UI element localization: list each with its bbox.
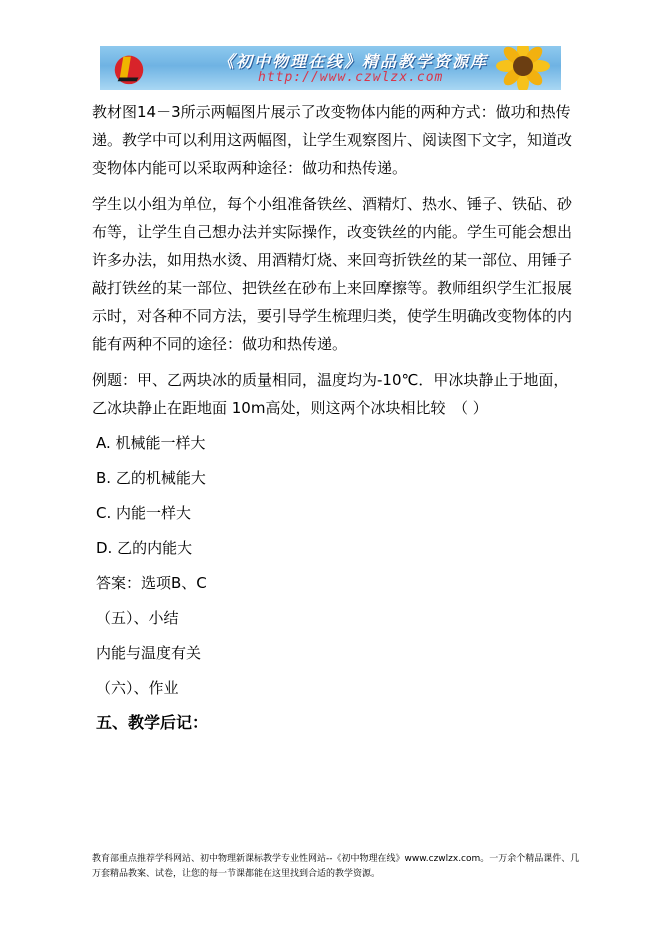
header-banner: [100, 46, 561, 90]
paragraph-activity: 学生以小组为单位，每个小组准备铁丝、酒精灯、热水、锤子、铁砧、砂布等，让学生自己想办法并实际操作，改变铁丝的内能。学生可能会想出许多办法，如用热水烫、用酒精灯烧、来回弯折铁丝的某一部位、用锤子敲打铁丝的某一部位、把铁丝在砂布上来回摩擦等。教师组织学生汇报展示时，对各种不同方法，要引导学生梳理归类，使学生明确改变物体的内能有两种不同的途径：做功和热传递。: [92, 195, 573, 353]
option-b: B. 乙的机械能大: [96, 469, 206, 487]
answer-line: 答案：选项B、C: [96, 574, 207, 592]
teaching-reflection-heading: 五、教学后记：: [96, 713, 209, 732]
site-logo-icon: [110, 49, 148, 87]
option-c: C. 内能一样大: [96, 504, 192, 522]
banner-title: 《初中物理在线》精品教学资源库: [218, 52, 489, 71]
sunflower-icon: [487, 46, 557, 90]
summary-text: 内能与温度有关: [96, 644, 202, 662]
section-summary-heading: （五）、小结: [96, 609, 179, 627]
paragraph-example: 例题：甲、乙两块冰的质量相同，温度均为-10℃．甲冰块静止于地面，乙冰块静止在距地面 10m高处，则这两个冰块相比较 （ ）: [92, 371, 569, 417]
banner-url: http://www.czwlzx.com: [258, 70, 444, 85]
page-footer: 教育部重点推荐学科网站、初中物理新课标教学专业性网站--《初中物理在线》www.czwlzx.com。一万余个精品课件、几万套精品教案、试卷，让您的每一节课都能在这里找到合适的教学资源。: [92, 854, 580, 879]
section-homework-heading: （六）、作业: [96, 679, 179, 697]
option-d: D. 乙的内能大: [96, 539, 193, 557]
option-a: A. 机械能一样大: [96, 434, 206, 452]
lesson-content: [92, 98, 582, 744]
paragraph-textbook: 教材图14－3所示两幅图片展示了改变物体内能的两种方式：做功和热传递。教学中可以利用这两幅图，让学生观察图片、阅读图下文字，知道改变物体内能可以采取两种途径：做功和热传递。: [92, 103, 573, 177]
